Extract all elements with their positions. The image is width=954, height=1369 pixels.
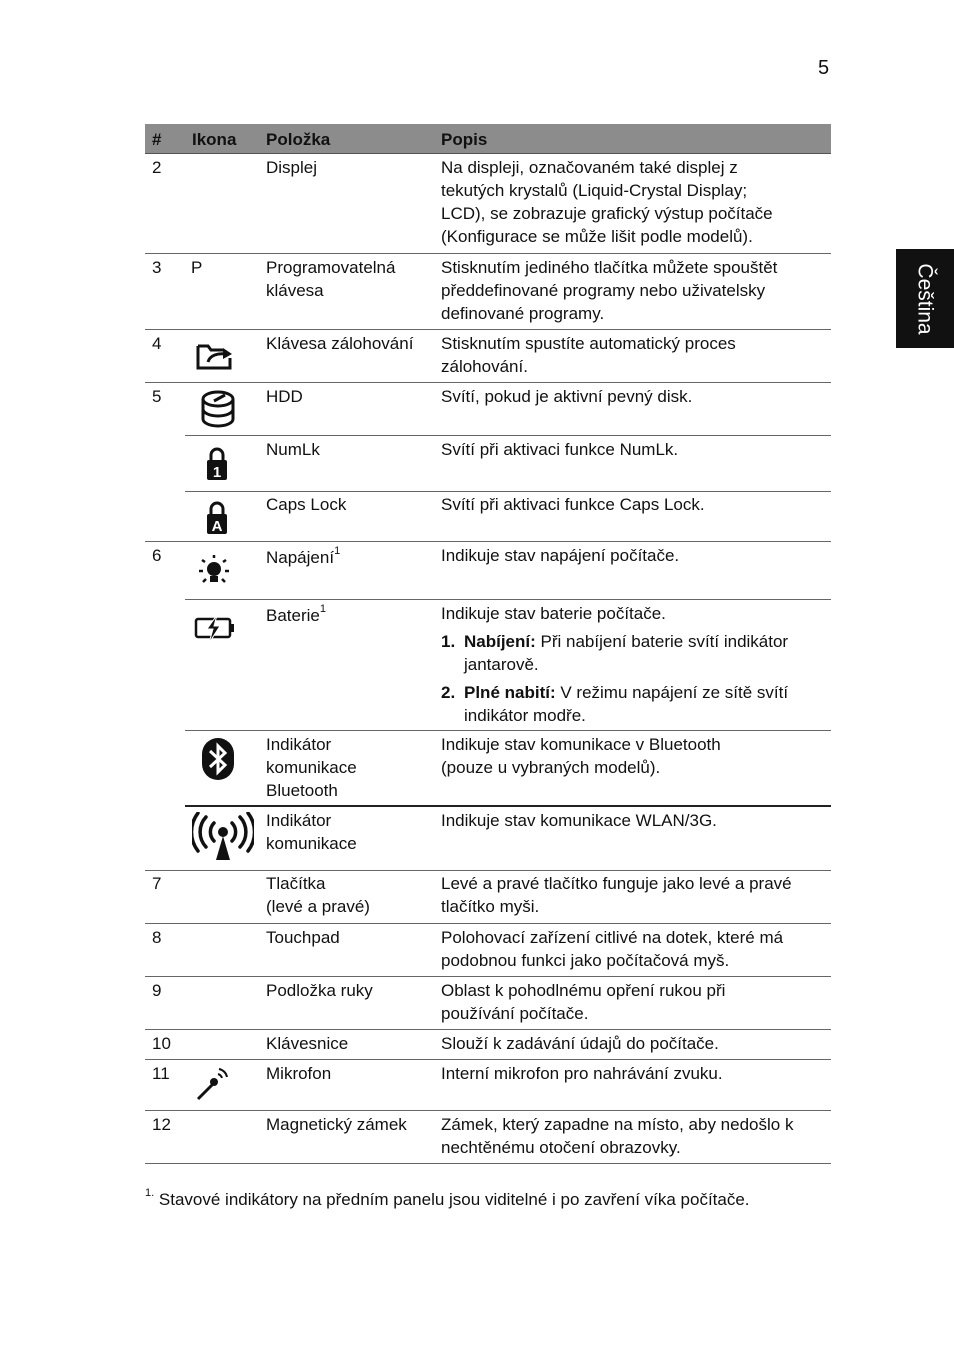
list-number: 1. [441,632,456,651]
footnote-mark: 1. [145,1187,155,1199]
desc-line: LCD), se zobrazuje grafický výstup počítače [441,204,773,223]
desc-line: tekutých krystalů (Liquid-Crystal Display; [441,181,748,200]
numlock-icon [205,446,229,482]
row-item [266,256,395,302]
table-header [145,124,831,154]
row-desc [441,979,725,1025]
row-desc [441,332,736,378]
row-desc: Svítí při aktivaci funkce NumLk. [441,440,679,459]
row-num: 7 [152,874,162,893]
microphone-icon [195,1066,231,1102]
list-item [441,681,788,727]
row-divider [145,976,831,977]
footnote-ref: 1 [319,603,326,615]
item-text: Baterie [266,606,320,625]
desc-line: zálohování. [441,357,528,376]
desc-line: tlačítko myši. [441,897,540,916]
item-line: Indikátor [266,735,332,754]
row-divider [185,599,831,600]
power-indicator-icon [197,553,231,589]
desc-line: Levé a pravé tlačítko funguje jako levé a pravé [441,874,792,893]
row-num: 11 [152,1064,170,1083]
capslock-icon [205,500,229,536]
row-num: 9 [152,981,162,1000]
list-bold: Plné nabití: [464,683,556,702]
row-item [266,872,370,918]
row-divider [145,329,831,330]
row-desc: Indikuje stav baterie počítače. [441,604,666,623]
row-divider [145,1110,831,1111]
list-number: 2. [441,683,456,702]
item-line: (levé a pravé) [266,897,370,916]
backup-key-icon [194,340,238,372]
row-item [266,546,340,569]
table-bottom-border [145,1163,831,1164]
row-desc [441,733,721,779]
row-desc [441,926,783,972]
programmable-key-letter: P [191,258,203,277]
desc-line: podobnou funkci jako počítačová myš. [441,951,730,970]
desc-line: definované programy. [441,304,605,323]
list-cont: indikátor modře. [464,706,586,725]
row-item: Displej [266,158,318,177]
list-text: Při nabíjení baterie svítí indikátor [535,632,789,651]
wireless-icon [192,812,254,862]
row-divider [185,805,831,807]
row-desc [441,156,773,248]
header-num: # [152,130,162,149]
svg-text:A: A [211,518,223,535]
desc-line: Stisknutím spustíte automatický proces [441,334,736,353]
row-divider [145,253,831,254]
desc-line: (Konfigurace se může lišit podle modelů). [441,227,753,246]
row-desc [441,1113,793,1159]
row-item: Mikrofon [266,1064,332,1083]
desc-line: Zámek, který zapadne na místo, aby nedošlo k [441,1115,794,1134]
row-desc: Slouží k zadávání údajů do počítače. [441,1034,719,1053]
row-divider [145,1029,831,1030]
row-item: Klávesa zálohování [266,334,414,353]
item-line: Indikátor [266,811,332,830]
row-divider [185,435,831,436]
row-item [266,809,357,855]
row-item [266,604,326,627]
row-num: 8 [152,928,162,947]
row-desc: Svítí při aktivaci funkce Caps Lock. [441,495,705,514]
footnote-text: Stavové indikátory na předním panelu jsou viditelné i po zavření víka počítače. [154,1190,750,1209]
row-divider [145,541,831,542]
row-num: 10 [152,1034,171,1053]
row-divider [145,1059,831,1060]
header-desc: Popis [441,130,488,149]
item-line: Tlačítka [266,874,326,893]
item-line: klávesa [266,281,324,300]
row-item: Touchpad [266,928,340,947]
desc-line: Oblast k pohodlnému opření rukou při [441,981,726,1000]
row-divider [145,923,831,924]
row-item [266,733,357,802]
list-item [441,630,788,676]
bluetooth-icon [200,736,236,782]
list-cont: jantarově. [464,655,539,674]
battery-icon [193,614,237,644]
row-item: Magnetický zámek [266,1115,407,1134]
row-item: Klávesnice [266,1034,349,1053]
row-num: 5 [152,387,162,406]
list-bold: Nabíjení: [464,632,536,651]
row-divider [185,491,831,492]
row-divider [185,730,831,731]
row-num: 3 [152,258,162,277]
row-desc [441,256,777,325]
desc-line: Stisknutím jediného tlačítka můžete spouštět [441,258,778,277]
item-line: komunikace [266,834,357,853]
footnote [145,1188,750,1211]
desc-line: (pouze u vybraných modelů). [441,758,661,777]
desc-line: předdefinované programy nebo uživatelsky [441,281,766,300]
row-desc: Indikuje stav napájení počítače. [441,546,680,565]
item-line: Programovatelná [266,258,396,277]
desc-line: nechtěnému otočení obrazovky. [441,1138,681,1157]
row-item: HDD [266,387,303,406]
header-item: Položka [266,130,331,149]
row-divider [145,382,831,383]
item-line: Bluetooth [266,781,338,800]
hdd-icon [199,389,237,429]
row-item: NumLk [266,440,320,459]
item-line: komunikace [266,758,357,777]
row-desc: Svítí, pokud je aktivní pevný disk. [441,387,693,406]
row-num: 12 [152,1115,171,1134]
row-desc: Interní mikrofon pro nahrávání zvuku. [441,1064,723,1083]
item-text: Napájení [266,548,335,567]
desc-line: Indikuje stav komunikace v Bluetooth [441,735,721,754]
svg-text:1: 1 [212,464,222,481]
row-num: 2 [152,158,162,177]
row-divider [145,870,831,871]
desc-line: Polohovací zařízení citlivé na dotek, které má [441,928,784,947]
list-text: V režimu napájení ze sítě svítí [555,683,789,702]
row-num: 4 [152,334,162,353]
row-desc [441,872,792,918]
desc-line: používání počítače. [441,1004,589,1023]
footnote-ref: 1 [334,545,341,557]
row-item: Caps Lock [266,495,347,514]
row-desc: Indikuje stav komunikace WLAN/3G. [441,811,717,830]
row-num: 6 [152,546,162,565]
page-number: 5 [818,57,830,79]
header-icon: Ikona [192,130,237,149]
row-item: Podložka ruky [266,981,373,1000]
language-tab [896,249,954,348]
language-tab-label: Čeština [913,263,937,335]
desc-line: Na displeji, označovaném také displej z [441,158,738,177]
